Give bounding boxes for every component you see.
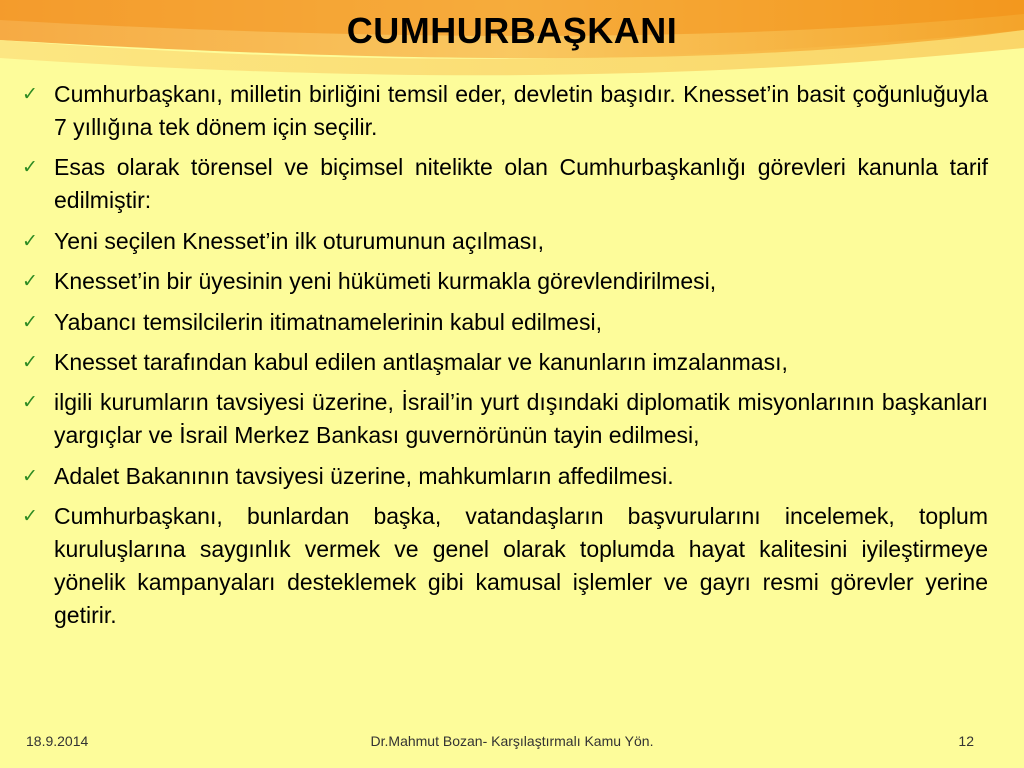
bullet-item [22, 460, 988, 493]
footer-author: Dr.Mahmut Bozan- Karşılaştırmalı Kamu Yön. [370, 733, 654, 749]
check-icon: ✓ [22, 351, 38, 373]
bullet-text: Yabancı temsilcilerin itimatnamelerinin kabul edilmesi, [54, 308, 602, 335]
bullet-text: Esas olarak törensel ve biçimsel nitelikte olan Cumhurbaşkanlığı görevleri kanunla tarif edilmiştir: [54, 154, 988, 214]
footer-date: 18.9.2014 [26, 733, 89, 749]
bullet-item [22, 500, 988, 632]
bullet-list [22, 78, 988, 640]
bullet-item [22, 306, 988, 339]
bullet-text: ilgili kurumların tavsiyesi üzerine, İsrail’in yurt dışındaki diplomatik misyonlarının başkanları yargıçlar ve İsrail Merkez Bankası guvernörünün tayin edilmesi, [54, 389, 988, 449]
bullet-text: Cumhurbaşkanı, milletin birliğini temsil eder, devletin başıdır. Knesset’in basit çoğunluğuyla 7 yıllığına tek dönem için seçilir. [54, 81, 988, 140]
bullet-text: Cumhurbaşkanı, bunlardan başka, vatandaşların başvurularını incelemek, toplum kuruluşlarına saygınlık vermek ve genel olarak toplumda hayat kalitesini iyileştirmeye yönelik kampanyaları desteklemek gibi kamusal işlemler ve gayrı resmi görevler yerine getirir. [54, 503, 988, 629]
bullet-text: Yeni seçilen Knesset’in ilk oturumunun açılması, [54, 227, 545, 254]
page-number: 12 [958, 733, 974, 749]
bullet-item [22, 78, 988, 144]
bullet-text: Adalet Bakanının tavsiyesi üzerine, mahkumların affedilmesi. [54, 462, 674, 489]
check-icon: ✓ [22, 506, 38, 528]
bullet-text: Knesset tarafından kabul edilen antlaşmalar ve kanunların imzalanması, [54, 348, 788, 375]
check-icon: ✓ [22, 84, 38, 105]
bullet-item [22, 386, 988, 452]
bullet-item [22, 151, 988, 217]
bullet-item [22, 346, 988, 379]
bullet-item [22, 265, 988, 298]
check-icon: ✓ [22, 392, 38, 414]
bullet-item [22, 225, 988, 258]
slide-title: CUMHURBAŞKANI [346, 10, 678, 51]
check-icon: ✓ [22, 465, 38, 487]
check-icon: ✓ [22, 157, 38, 179]
check-icon: ✓ [22, 271, 38, 293]
check-icon: ✓ [22, 311, 38, 333]
check-icon: ✓ [22, 230, 38, 252]
bullet-text: Knesset’in bir üyesinin yeni hükümeti kurmakla görevlendirilmesi, [54, 268, 717, 295]
